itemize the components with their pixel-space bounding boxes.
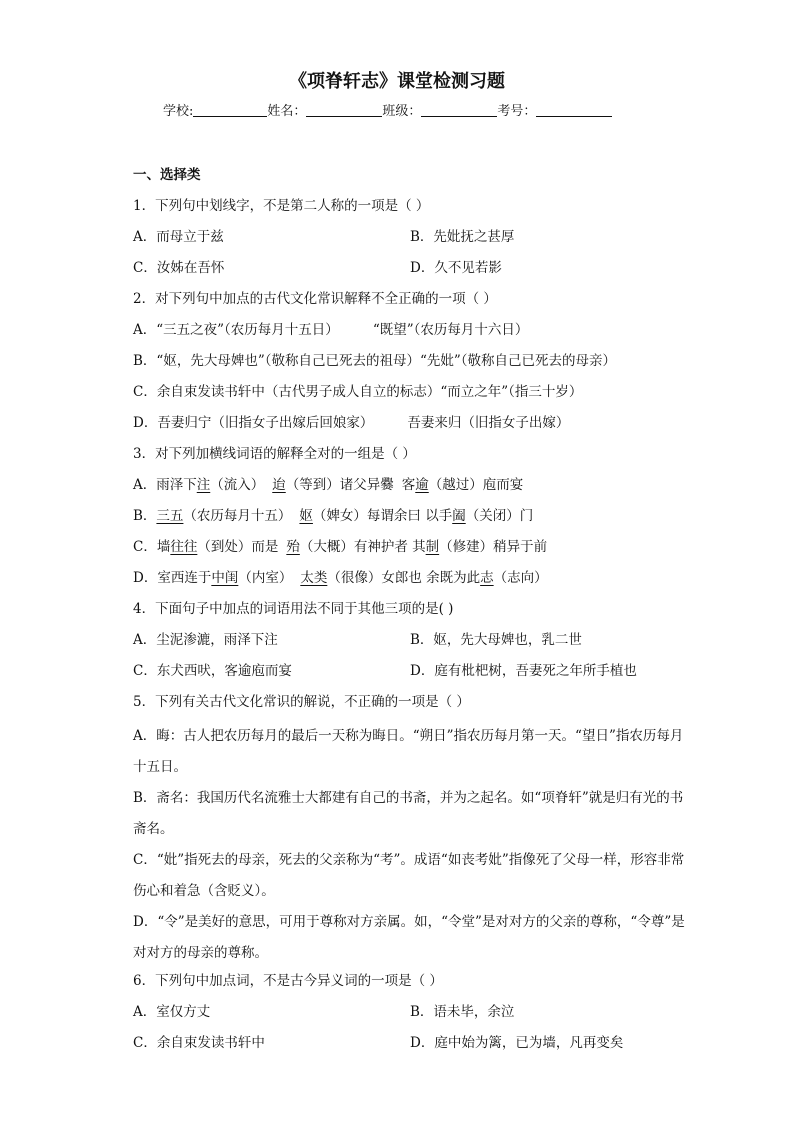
- q3-c-underlined-word: 制: [425, 539, 440, 555]
- q3-b-underlined-word: 妪: [299, 508, 313, 524]
- q3-option-a[interactable]: [133, 473, 693, 504]
- q3-b-underlined-word: 阖: [452, 508, 466, 524]
- q3-a-text: A．雨泽下: [133, 477, 197, 493]
- q2-option-d-part2: 吾妻来归（旧指女子出嫁）: [407, 415, 570, 431]
- school-label: 学校:: [163, 104, 194, 119]
- question-4-options-row-1: [133, 628, 693, 659]
- q4-option-a[interactable]: A．尘泥渗漉，雨泽下注: [133, 632, 278, 648]
- q6-option-b[interactable]: B．语未毕，余泣: [410, 1004, 515, 1020]
- q2-option-a-part1: A．“三五之夜”（农历每月十五日）: [133, 322, 339, 338]
- question-1-options-row-2: [133, 256, 693, 287]
- q5-option-a[interactable]: A．晦：古人把农历每月的最后一天称为晦日。“朔日”指农历每月第一天。“望日”指农历每月十五日。: [133, 728, 684, 775]
- q3-a-underlined-word: 迨: [272, 477, 286, 493]
- q3-d-text: D．室西连于: [133, 570, 212, 586]
- class-blank[interactable]: [421, 102, 497, 117]
- q3-b-text: （关闭）门: [465, 508, 534, 524]
- q5-option-d[interactable]: D．“令”是美好的意思，可用于尊称对方亲属。如，“令堂”是对对方的父亲的尊称，“令尊”是对对方的母亲的尊称。: [133, 914, 685, 961]
- q2-option-d-part1: D．吾妻归宁（旧指女子出嫁后回娘家）: [133, 415, 374, 431]
- q1-option-a[interactable]: A．而母立于兹: [133, 229, 224, 245]
- q3-d-underlined-word: 中闺: [211, 570, 239, 586]
- q3-option-d[interactable]: [133, 566, 693, 597]
- q2-option-c[interactable]: C．余自束发读书轩中（古代男子成人自立的标志）“而立之年”（指三十岁）: [133, 384, 583, 400]
- q2-option-a-part2: “既望”（农历每月十六日）: [372, 322, 529, 338]
- q3-b-text: （农历每月十五）: [183, 508, 292, 524]
- q3-a-text: （流入）: [210, 477, 265, 493]
- q3-c-text: C．墙: [133, 539, 171, 555]
- document-title: 《项脊轩志》课堂检测习题: [289, 71, 505, 92]
- class-label: 班级：: [382, 104, 422, 119]
- question-4-stem: 4．下面句子中加点的词语用法不同于其他三项的是( ): [133, 601, 454, 617]
- q3-c-text: （到处）而是: [197, 539, 279, 555]
- exam-number-blank[interactable]: [536, 102, 612, 117]
- q3-a-underlined-word: 逾: [415, 477, 429, 493]
- section-heading: 一、选择类: [133, 167, 201, 183]
- question-6-stem: 6．下列句中加点词，不是古今异义词的一项是（ ）: [133, 973, 443, 989]
- q3-c-text: （修建）稍异于前: [439, 539, 548, 555]
- q4-option-c[interactable]: C．东犬西吠，客逾庖而宴: [133, 663, 292, 679]
- q3-d-text: （内室）: [238, 570, 293, 586]
- q6-option-c[interactable]: C．余自束发读书轩中: [133, 1035, 265, 1051]
- q5-option-b[interactable]: B．斋名：我国历代名流雅士大都建有自己的书斋，并为之起名。如“项脊轩”就是归有光的书斋名。: [133, 790, 684, 837]
- q3-a-text: 客: [401, 477, 416, 493]
- q3-b-text: （婢女）每谓余曰 以手: [312, 508, 453, 524]
- q5-option-c[interactable]: C．“妣”指死去的母亲，死去的父亲称为“考”。成语“如丧考妣”指像死了父母一样，形容非常伤心和着急（含贬义）。: [133, 852, 685, 899]
- question-2-stem: 2．对下列句中加点的古代文化常识解释不全正确的一项（ ）: [133, 291, 497, 307]
- q1-option-d[interactable]: D．久不见若影: [410, 260, 502, 276]
- school-blank[interactable]: [193, 102, 267, 117]
- q4-option-b[interactable]: B．妪，先大母婢也，乳二世: [410, 632, 582, 648]
- q3-option-c[interactable]: [133, 535, 693, 566]
- student-info-line: [163, 102, 612, 122]
- q4-option-d[interactable]: D．庭有枇杷树，吾妻死之年所手植也: [410, 663, 637, 679]
- q3-a-text: （越过）庖而宴: [428, 477, 524, 493]
- exam-number-label: 考号：: [497, 104, 537, 119]
- q6-option-d[interactable]: D．庭中始为篱，已为墙，凡再变矣: [410, 1035, 624, 1051]
- q1-option-c[interactable]: C．汝姊在吾怀: [133, 260, 225, 276]
- q3-d-underlined-word: 志: [480, 570, 494, 586]
- question-6-options-row-2: [133, 1031, 693, 1062]
- q3-c-underlined-word: 殆: [286, 539, 300, 555]
- question-3-stem: 3．对下列加横线词语的解释全对的一组是（ ）: [133, 446, 416, 462]
- q6-option-a[interactable]: A．室仅方丈: [133, 1004, 211, 1020]
- q3-d-text: （很像）女郎也 余既为此: [327, 570, 481, 586]
- q3-c-underlined-word: 往往: [170, 539, 198, 555]
- q2-option-b[interactable]: B．“妪，先大母婢也”（敬称自己已死去的祖母）“先妣”（敬称自己已死去的母亲）: [133, 353, 617, 369]
- q3-b-text: B．: [133, 508, 157, 524]
- q3-b-underlined-word: 三五: [156, 508, 184, 524]
- q1-option-b[interactable]: B．先妣抚之甚厚: [410, 229, 515, 245]
- question-4-options-row-2: [133, 659, 693, 690]
- name-blank[interactable]: [306, 102, 382, 117]
- q3-a-text: （等到）诸父异爨: [285, 477, 394, 493]
- q3-option-b[interactable]: [133, 504, 693, 535]
- q2-option-d[interactable]: [133, 411, 693, 442]
- q3-d-underlined-word: 太类: [300, 570, 328, 586]
- question-1-stem: 1．下列句中划线字，不是第二人称的一项是（ ）: [133, 198, 430, 214]
- q3-d-text: （志向）: [493, 570, 548, 586]
- q3-a-underlined-word: 注: [196, 477, 211, 493]
- question-list: [133, 163, 693, 1062]
- q3-c-text: （大概）有神护者 其: [299, 539, 426, 555]
- q2-option-a[interactable]: [133, 318, 693, 349]
- question-5-stem: 5．下列有关古代文化常识的解说，不正确的一项是（ ）: [133, 694, 470, 710]
- question-6-options-row-1: [133, 1000, 693, 1031]
- question-1-options-row-1: [133, 225, 693, 256]
- name-label: 姓名：: [267, 104, 307, 119]
